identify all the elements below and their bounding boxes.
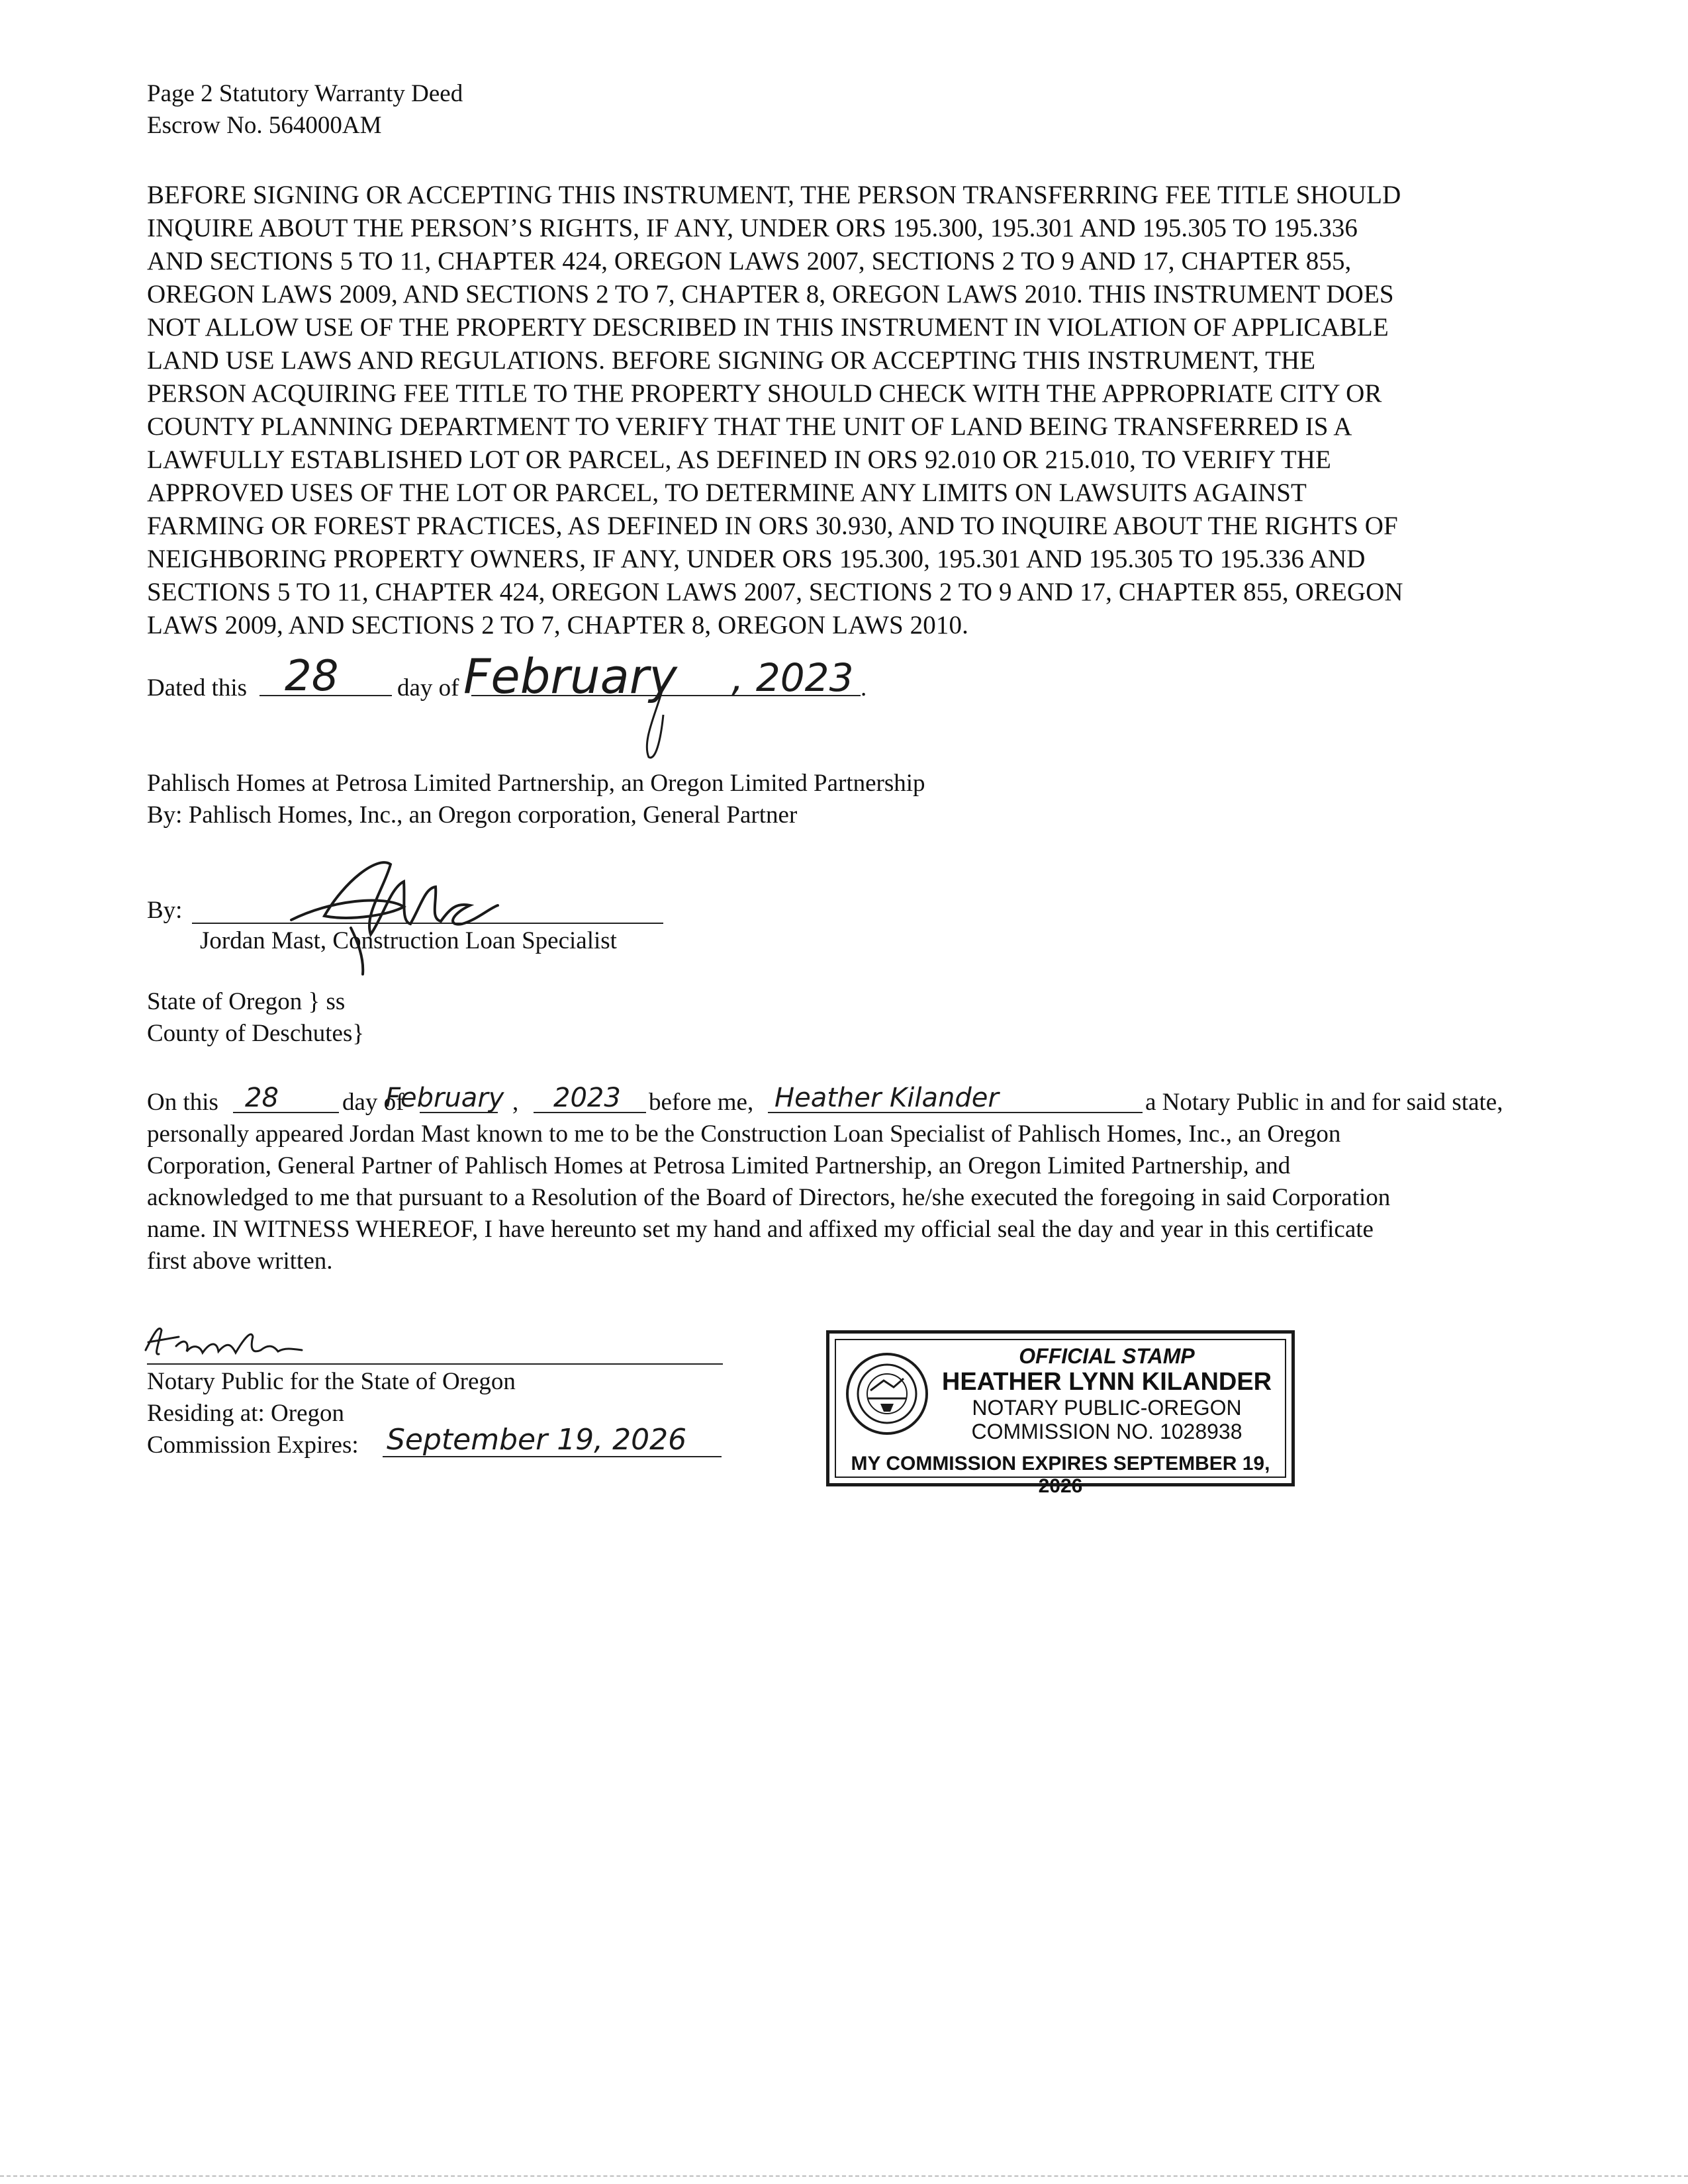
by-label: By: <box>147 897 183 924</box>
ack-month-handwritten: February <box>385 1083 504 1113</box>
venue-state: State of Oregon } ss <box>147 988 346 1015</box>
state-seal-icon <box>844 1351 930 1437</box>
escrow-number: Escrow No. 564000AM <box>147 112 382 139</box>
notice-line: INQUIRE ABOUT THE PERSON’S RIGHTS, IF ANY, UNDER ORS 195.300, 195.301 AND 195.305 TO 195.336 <box>147 214 1358 242</box>
ack-before-me: before me, <box>649 1089 754 1116</box>
notice-line: APPROVED USES OF THE LOT OR PARCEL, TO DETERMINE ANY LIMITS ON LAWSUITS AGAINST <box>147 478 1307 507</box>
dated-period: . <box>861 674 867 702</box>
dated-month-handwritten: February <box>463 649 677 704</box>
on-this-label: On this <box>147 1089 218 1116</box>
signature-mark <box>252 842 516 981</box>
notice-line: LAWFULLY ESTABLISHED LOT OR PARCEL, AS DEFINED IN ORS 92.010 OR 215.010, TO VERIFY THE <box>147 445 1331 474</box>
grantor-line-1: Pahlisch Homes at Petrosa Limited Partnership, an Oregon Limited Partnership <box>147 770 925 797</box>
dated-day-handwritten: 28 <box>285 652 339 701</box>
commission-label: Commission Expires: <box>147 1432 359 1459</box>
notice-line: FARMING OR FOREST PRACTICES, AS DEFINED IN ORS 30.930, AND TO INQUIRE ABOUT THE RIGHTS OF <box>147 512 1398 540</box>
ack-year-handwritten: 2023 <box>553 1083 621 1113</box>
notary-title: Notary Public for the State of Oregon <box>147 1368 516 1395</box>
dated-label: Dated this <box>147 674 248 702</box>
ack-comma: , <box>512 1089 519 1116</box>
month-loop-stroke <box>635 688 675 761</box>
notice-line: BEFORE SIGNING OR ACCEPTING THIS INSTRUMENT, THE PERSON TRANSFERRING FEE TITLE SHOULD <box>147 181 1401 209</box>
notice-line: OREGON LAWS 2009, AND SECTIONS 2 TO 7, CHAPTER 8, OREGON LAWS 2010. THIS INSTRUMENT DOES <box>147 280 1394 308</box>
notice-line: NOT ALLOW USE OF THE PROPERTY DESCRIBED IN THIS INSTRUMENT IN VIOLATION OF APPLICABLE <box>147 313 1389 341</box>
ack-day-of: day of <box>342 1089 404 1116</box>
ack-body-line: personally appeared Jordan Mast known to me to be the Construction Loan Specialist of Pahlisch Homes, Inc., an Oregon <box>147 1120 1341 1148</box>
notice-line: SECTIONS 5 TO 11, CHAPTER 424, OREGON LAWS 2007, SECTIONS 2 TO 9 AND 17, CHAPTER 855, OREGON <box>147 578 1403 606</box>
ack-body-line: acknowledged to me that pursuant to a Resolution of the Board of Directors, he/she executed the foregoing in said Corporation <box>147 1184 1391 1211</box>
notice-line: LAND USE LAWS AND REGULATIONS. BEFORE SIGNING OR ACCEPTING THIS INSTRUMENT, THE <box>147 346 1316 375</box>
notice-line: COUNTY PLANNING DEPARTMENT TO VERIFY THAT THE UNIT OF LAND BEING TRANSFERRED IS A <box>147 412 1352 441</box>
notary-residing: Residing at: Oregon <box>147 1400 345 1427</box>
ack-body-line: Corporation, General Partner of Pahlisch Homes at Petrosa Limited Partnership, an Oregon Limited Partnership, and <box>147 1152 1291 1179</box>
venue-county: County of Deschutes} <box>147 1020 365 1047</box>
notice-line: NEIGHBORING PROPERTY OWNERS, IF ANY, UNDER ORS 195.300, 195.301 AND 195.305 TO 195.336 AND <box>147 545 1366 573</box>
notary-signature-line <box>147 1363 723 1365</box>
notary-signature-mark <box>139 1317 324 1363</box>
signer-name-title: Jordan Mast, Construction Loan Specialist <box>200 927 617 954</box>
commission-handwritten: September 19, 2026 <box>387 1423 687 1457</box>
stamp-commission: COMMISSION NO. 1028938 <box>971 1420 1243 1443</box>
notice-line: LAWS 2009, AND SECTIONS 2 TO 7, CHAPTER 8, OREGON LAWS 2010. <box>147 611 968 639</box>
ack-body-line: name. IN WITNESS WHEREOF, I have hereunto set my hand and affixed my official seal the day and year in this certificate <box>147 1216 1374 1243</box>
page-title: Page 2 Statutory Warranty Deed <box>147 80 463 107</box>
notice-line: PERSON ACQUIRING FEE TITLE TO THE PROPERTY SHOULD CHECK WITH THE APPROPRIATE CITY OR <box>147 379 1382 408</box>
ack-notary-handwritten: Heather Kilander <box>774 1083 999 1113</box>
dated-year-handwritten: , 2023 <box>731 655 854 700</box>
stamp-role: NOTARY PUBLIC-OREGON <box>972 1396 1242 1420</box>
notice-line: AND SECTIONS 5 TO 11, CHAPTER 424, OREGON LAWS 2007, SECTIONS 2 TO 9 AND 17, CHAPTER 855, <box>147 247 1352 275</box>
official-stamp <box>826 1330 1295 1497</box>
stamp-expires: MY COMMISSION EXPIRES SEPTEMBER 19, 2026 <box>851 1453 1270 1497</box>
day-of-label: day of <box>397 674 459 702</box>
ack-notary-public-text: a Notary Public in and for said state, <box>1145 1089 1503 1116</box>
stamp-name: HEATHER LYNN KILANDER <box>941 1368 1272 1396</box>
stamp-heading: OFFICIAL STAMP <box>1019 1344 1195 1368</box>
scan-bottom-edge <box>0 2175 1688 2177</box>
ack-day-handwritten: 28 <box>245 1083 279 1113</box>
ack-body-line: first above written. <box>147 1248 333 1275</box>
grantor-line-2: By: Pahlisch Homes, Inc., an Oregon corporation, General Partner <box>147 801 798 829</box>
